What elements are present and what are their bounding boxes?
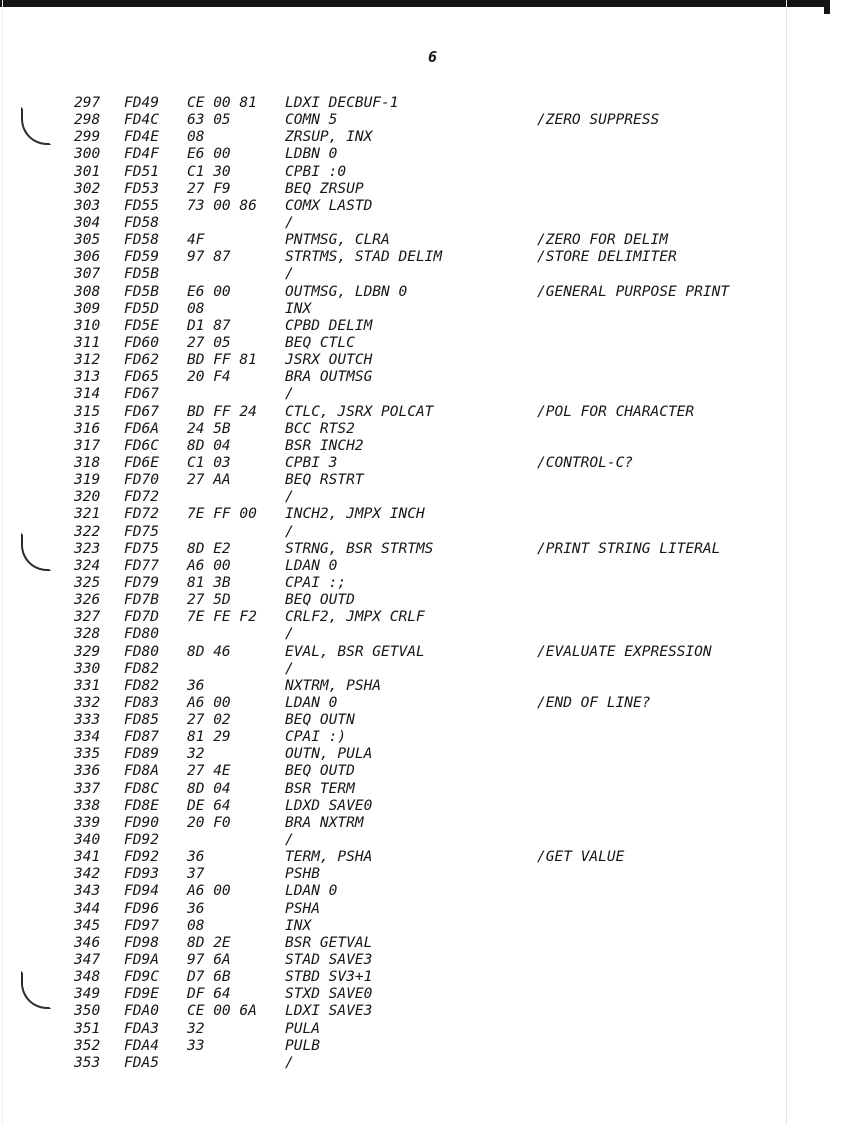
object-code: 36 — [187, 900, 205, 917]
listing-row — [0, 455, 800, 472]
address: FD5D — [124, 300, 159, 317]
line-number: 324 — [74, 557, 101, 574]
page-number: 6 — [428, 48, 438, 66]
object-code: DE 64 — [187, 797, 231, 814]
listing-row — [0, 95, 800, 112]
listing-row — [0, 524, 800, 541]
source-statement: BSR GETVAL — [285, 934, 373, 951]
listing-row — [0, 609, 800, 626]
line-number: 303 — [74, 197, 101, 214]
listing-row — [0, 644, 800, 661]
object-code: 37 — [187, 866, 205, 883]
address: FD80 — [124, 643, 159, 660]
top-right-corner-mark — [824, 0, 830, 14]
source-statement: PNTMSG, CLRA — [285, 232, 390, 249]
object-code: A6 00 — [187, 883, 231, 900]
listing-row — [0, 301, 800, 318]
object-code: C1 03 — [187, 454, 231, 471]
source-statement: LDXI SAVE3 — [285, 1003, 373, 1020]
listing-row — [0, 284, 800, 301]
address: FD7B — [124, 592, 159, 609]
line-number: 325 — [74, 574, 101, 591]
address: FD59 — [124, 249, 159, 266]
address: FD4F — [124, 146, 159, 163]
object-code: 97 6A — [187, 952, 231, 969]
address: FDA3 — [124, 1020, 159, 1037]
line-number: 339 — [74, 814, 101, 831]
source-statement: TERM, PSHA — [285, 849, 373, 866]
comment: /POL FOR CHARACTER — [537, 403, 695, 420]
listing-row — [0, 592, 800, 609]
address: FD53 — [124, 180, 159, 197]
source-statement: BEQ RSTRT — [285, 472, 364, 489]
line-number: 314 — [74, 386, 101, 403]
listing-row — [0, 866, 800, 883]
source-statement: INCH2, JMPX INCH — [285, 506, 425, 523]
source-statement: PSHA — [285, 900, 320, 917]
object-code: 08 — [187, 917, 205, 934]
comment: /GET VALUE — [537, 849, 625, 866]
object-code: 32 — [187, 746, 205, 763]
comment: /PRINT STRING LITERAL — [537, 540, 721, 557]
source-statement: STBD SV3+1 — [285, 969, 373, 986]
address: FD8E — [124, 797, 159, 814]
source-statement: BEQ OUTD — [285, 763, 355, 780]
address: FD97 — [124, 917, 159, 934]
listing-row — [0, 215, 800, 232]
object-code: E6 00 — [187, 283, 231, 300]
object-code: 27 4E — [187, 763, 231, 780]
line-number: 298 — [74, 112, 101, 129]
object-code: 27 05 — [187, 334, 231, 351]
line-number: 343 — [74, 883, 101, 900]
address: FD82 — [124, 677, 159, 694]
line-number: 342 — [74, 866, 101, 883]
object-code: 8D 46 — [187, 643, 231, 660]
comment: /END OF LINE? — [537, 694, 651, 711]
address: FD85 — [124, 712, 159, 729]
address: FD51 — [124, 163, 159, 180]
listing-row — [0, 506, 800, 523]
source-statement: CRLF2, JMPX CRLF — [285, 609, 425, 626]
listing-row — [0, 181, 800, 198]
object-code: 73 00 86 — [187, 197, 257, 214]
source-statement: STXD SAVE0 — [285, 986, 373, 1003]
line-number: 346 — [74, 934, 101, 951]
line-number: 347 — [74, 952, 101, 969]
listing-row — [0, 1021, 800, 1038]
source-statement: / — [285, 214, 294, 231]
object-code: 33 — [187, 1037, 205, 1054]
source-statement: COMN 5 — [285, 112, 338, 129]
source-statement: PULB — [285, 1037, 320, 1054]
source-statement: / — [285, 626, 294, 643]
address: FD70 — [124, 472, 159, 489]
line-number: 349 — [74, 986, 101, 1003]
source-statement: LDAN 0 — [285, 883, 338, 900]
source-statement: BSR INCH2 — [285, 437, 364, 454]
address: FD77 — [124, 557, 159, 574]
address: FD55 — [124, 197, 159, 214]
source-statement: INX — [285, 917, 312, 934]
line-number: 316 — [74, 420, 101, 437]
source-statement: BEQ ZRSUP — [285, 180, 364, 197]
object-code: 27 02 — [187, 712, 231, 729]
source-statement: BEQ OUTD — [285, 592, 355, 609]
listing-row — [0, 918, 800, 935]
address: FD6A — [124, 420, 159, 437]
line-number: 304 — [74, 214, 101, 231]
address: FD9C — [124, 969, 159, 986]
source-statement: BCC RTS2 — [285, 420, 355, 437]
line-number: 309 — [74, 300, 101, 317]
address: FD67 — [124, 403, 159, 420]
address: FD79 — [124, 574, 159, 591]
source-statement: LDAN 0 — [285, 557, 338, 574]
address: FD92 — [124, 849, 159, 866]
source-statement: / — [285, 660, 294, 677]
line-number: 308 — [74, 283, 101, 300]
line-number: 337 — [74, 780, 101, 797]
listing-row — [0, 746, 800, 763]
line-number: 317 — [74, 437, 101, 454]
listing-row — [0, 798, 800, 815]
listing-row — [0, 1003, 800, 1020]
listing-row — [0, 352, 800, 369]
listing-row — [0, 712, 800, 729]
source-statement: INX — [285, 300, 312, 317]
line-number: 300 — [74, 146, 101, 163]
source-statement: NXTRM, PSHA — [285, 677, 382, 694]
source-statement: CPBI :0 — [285, 163, 347, 180]
source-statement: BEQ OUTN — [285, 712, 355, 729]
address: FD60 — [124, 334, 159, 351]
source-statement: OUTN, PULA — [285, 746, 373, 763]
listing-row — [0, 1038, 800, 1055]
line-number: 341 — [74, 849, 101, 866]
listing-row — [0, 421, 800, 438]
object-code: 36 — [187, 849, 205, 866]
listing-row — [0, 626, 800, 643]
listing-row — [0, 832, 800, 849]
listing-row — [0, 335, 800, 352]
source-statement: LDBN 0 — [285, 146, 338, 163]
address: FD94 — [124, 883, 159, 900]
listing-row — [0, 883, 800, 900]
address: FD67 — [124, 386, 159, 403]
address: FD8C — [124, 780, 159, 797]
object-code: DF 64 — [187, 986, 231, 1003]
object-code: 20 F0 — [187, 814, 231, 831]
object-code: 8D E2 — [187, 540, 231, 557]
address: FD90 — [124, 814, 159, 831]
line-number: 307 — [74, 266, 101, 283]
comment: /ZERO SUPPRESS — [537, 112, 660, 129]
object-code: 36 — [187, 677, 205, 694]
source-statement: COMX LASTD — [285, 197, 373, 214]
line-number: 335 — [74, 746, 101, 763]
line-number: 331 — [74, 677, 101, 694]
address: FD9A — [124, 952, 159, 969]
line-number: 332 — [74, 694, 101, 711]
line-number: 315 — [74, 403, 101, 420]
object-code: A6 00 — [187, 694, 231, 711]
listing-row — [0, 489, 800, 506]
object-code: D1 87 — [187, 317, 231, 334]
listing-row — [0, 1055, 800, 1072]
line-number: 330 — [74, 660, 101, 677]
address: FD75 — [124, 523, 159, 540]
object-code: 8D 04 — [187, 780, 231, 797]
object-code: 8D 04 — [187, 437, 231, 454]
source-statement: BEQ CTLC — [285, 334, 355, 351]
object-code: E6 00 — [187, 146, 231, 163]
listing-row — [0, 112, 800, 129]
object-code: 7E FF 00 — [187, 506, 257, 523]
listing-row — [0, 815, 800, 832]
source-statement: BSR TERM — [285, 780, 355, 797]
listing-row — [0, 935, 800, 952]
line-number: 323 — [74, 540, 101, 557]
line-number: 348 — [74, 969, 101, 986]
source-statement: PULA — [285, 1020, 320, 1037]
source-statement: CPBD DELIM — [285, 317, 373, 334]
address: FD58 — [124, 214, 159, 231]
listing-row — [0, 318, 800, 335]
object-code: 08 — [187, 300, 205, 317]
object-code: 32 — [187, 1020, 205, 1037]
address: FD7D — [124, 609, 159, 626]
source-statement: / — [285, 832, 294, 849]
object-code: BD FF 81 — [187, 352, 257, 369]
source-statement: / — [285, 523, 294, 540]
top-border — [0, 0, 830, 7]
comment: /EVALUATE EXPRESSION — [537, 643, 712, 660]
listing-row — [0, 763, 800, 780]
object-code: C1 30 — [187, 163, 231, 180]
line-number: 344 — [74, 900, 101, 917]
listing-row — [0, 249, 800, 266]
source-statement: CTLC, JSRX POLCAT — [285, 403, 434, 420]
address: FD89 — [124, 746, 159, 763]
object-code: 08 — [187, 129, 205, 146]
object-code: 27 F9 — [187, 180, 231, 197]
address: FDA0 — [124, 1003, 159, 1020]
address: FD96 — [124, 900, 159, 917]
address: FD72 — [124, 506, 159, 523]
listing-row — [0, 232, 800, 249]
line-number: 338 — [74, 797, 101, 814]
line-number: 340 — [74, 832, 101, 849]
line-number: 334 — [74, 729, 101, 746]
line-number: 328 — [74, 626, 101, 643]
object-code: 97 87 — [187, 249, 231, 266]
object-code: A6 00 — [187, 557, 231, 574]
address: FD4E — [124, 129, 159, 146]
line-number: 352 — [74, 1037, 101, 1054]
address: FD9E — [124, 986, 159, 1003]
source-statement: OUTMSG, LDBN 0 — [285, 283, 408, 300]
address: FDA4 — [124, 1037, 159, 1054]
source-statement: CPAI :; — [285, 574, 347, 591]
line-number: 319 — [74, 472, 101, 489]
line-number: 306 — [74, 249, 101, 266]
address: FD5B — [124, 283, 159, 300]
object-code: 20 F4 — [187, 369, 231, 386]
listing-row — [0, 729, 800, 746]
address: FD5E — [124, 317, 159, 334]
address: FD5B — [124, 266, 159, 283]
object-code: CE 00 6A — [187, 1003, 257, 1020]
address: FD75 — [124, 540, 159, 557]
listing-row — [0, 661, 800, 678]
address: FD8A — [124, 763, 159, 780]
line-number: 313 — [74, 369, 101, 386]
line-number: 336 — [74, 763, 101, 780]
line-number: 302 — [74, 180, 101, 197]
address: FD49 — [124, 95, 159, 111]
object-code: 7E FE F2 — [187, 609, 257, 626]
listing-row — [0, 575, 800, 592]
address: FD93 — [124, 866, 159, 883]
address: FD65 — [124, 369, 159, 386]
object-code: 81 29 — [187, 729, 231, 746]
listing-row — [0, 781, 800, 798]
source-statement: STAD SAVE3 — [285, 952, 373, 969]
comment: /GENERAL PURPOSE PRINT — [537, 283, 730, 300]
line-number: 333 — [74, 712, 101, 729]
line-number: 299 — [74, 129, 101, 146]
source-statement: EVAL, BSR GETVAL — [285, 643, 425, 660]
source-statement: CPAI :) — [285, 729, 347, 746]
object-code: 27 5D — [187, 592, 231, 609]
source-statement: STRNG, BSR STRTMS — [285, 540, 434, 557]
listing-row — [0, 198, 800, 215]
source-statement: BRA OUTMSG — [285, 369, 373, 386]
source-statement: / — [285, 266, 294, 283]
assembly-listing — [0, 95, 800, 1072]
address: FDA5 — [124, 1054, 159, 1071]
listing-row — [0, 558, 800, 575]
line-number: 327 — [74, 609, 101, 626]
line-number: 326 — [74, 592, 101, 609]
object-code: 27 AA — [187, 472, 231, 489]
listing-row — [0, 438, 800, 455]
source-statement: / — [285, 386, 294, 403]
object-code: 24 5B — [187, 420, 231, 437]
listing-row — [0, 849, 800, 866]
line-number: 312 — [74, 352, 101, 369]
listing-row — [0, 541, 800, 558]
listing-row — [0, 695, 800, 712]
listing-row — [0, 386, 800, 403]
comment: /ZERO FOR DELIM — [537, 232, 668, 249]
source-statement: STRTMS, STAD DELIM — [285, 249, 443, 266]
listing-row — [0, 952, 800, 969]
listing-row — [0, 678, 800, 695]
address: FD4C — [124, 112, 159, 129]
line-number: 301 — [74, 163, 101, 180]
listing-row — [0, 901, 800, 918]
source-statement: / — [285, 1054, 294, 1071]
line-number: 321 — [74, 506, 101, 523]
line-number: 318 — [74, 454, 101, 471]
line-number: 329 — [74, 643, 101, 660]
line-number: 311 — [74, 334, 101, 351]
line-number: 322 — [74, 523, 101, 540]
listing-row — [0, 369, 800, 386]
line-number: 297 — [74, 95, 101, 111]
line-number: 320 — [74, 489, 101, 506]
source-statement: BRA NXTRM — [285, 814, 364, 831]
address: FD98 — [124, 934, 159, 951]
source-statement: LDAN 0 — [285, 694, 338, 711]
address: FD83 — [124, 694, 159, 711]
source-statement: LDXI DECBUF-1 — [285, 95, 399, 111]
listing-row — [0, 472, 800, 489]
address: FD82 — [124, 660, 159, 677]
listing-row — [0, 146, 800, 163]
source-statement: LDXD SAVE0 — [285, 797, 373, 814]
line-number: 353 — [74, 1054, 101, 1071]
source-statement: / — [285, 489, 294, 506]
line-number: 345 — [74, 917, 101, 934]
line-number: 350 — [74, 1003, 101, 1020]
address: FD80 — [124, 626, 159, 643]
listing-row — [0, 164, 800, 181]
listing-row — [0, 969, 800, 986]
address: FD92 — [124, 832, 159, 849]
object-code: CE 00 81 — [187, 95, 257, 111]
object-code: 8D 2E — [187, 934, 231, 951]
source-statement: ZRSUP, INX — [285, 129, 373, 146]
source-statement: CPBI 3 — [285, 454, 338, 471]
listing-row — [0, 129, 800, 146]
object-code: 81 3B — [187, 574, 231, 591]
listing-row — [0, 986, 800, 1003]
listing-row — [0, 266, 800, 283]
source-statement: JSRX OUTCH — [285, 352, 373, 369]
line-number: 351 — [74, 1020, 101, 1037]
comment: /CONTROL-C? — [537, 454, 634, 471]
address: FD72 — [124, 489, 159, 506]
listing-row — [0, 404, 800, 421]
comment: /STORE DELIMITER — [537, 249, 677, 266]
address: FD87 — [124, 729, 159, 746]
source-statement: PSHB — [285, 866, 320, 883]
line-number: 310 — [74, 317, 101, 334]
address: FD62 — [124, 352, 159, 369]
object-code: 63 05 — [187, 112, 231, 129]
address: FD58 — [124, 232, 159, 249]
object-code: 4F — [187, 232, 205, 249]
line-number: 305 — [74, 232, 101, 249]
object-code: D7 6B — [187, 969, 231, 986]
object-code: BD FF 24 — [187, 403, 257, 420]
address: FD6E — [124, 454, 159, 471]
address: FD6C — [124, 437, 159, 454]
